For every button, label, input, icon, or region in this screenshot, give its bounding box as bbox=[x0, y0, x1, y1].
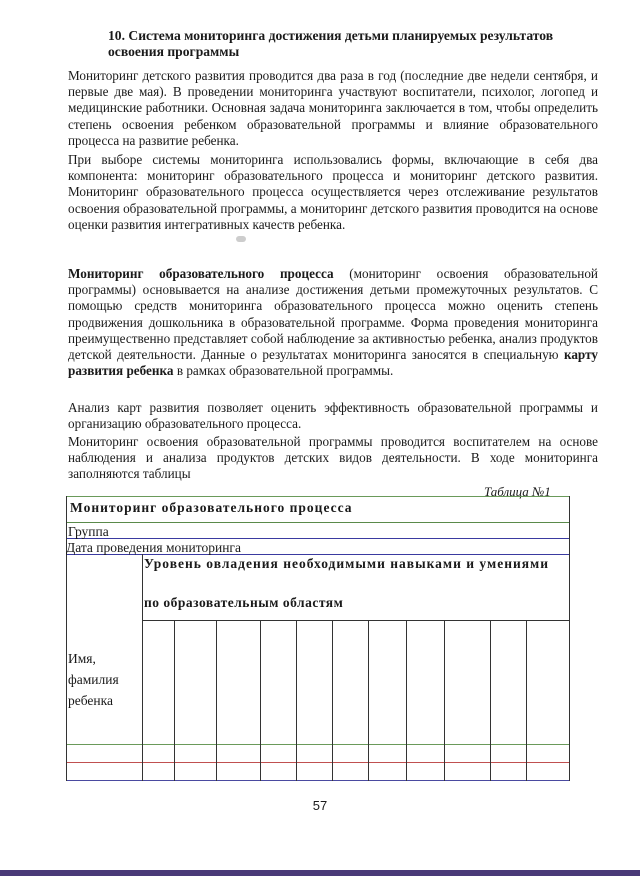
table-border-right bbox=[569, 496, 570, 781]
table-rule bbox=[66, 538, 570, 539]
paragraph-monitoring-schedule: Мониторинг детского развития проводится два раза в год (последние две недели сентября, и первые две мая). В проведении мониторинга участвуют воспитатели, психолог, логопед и медицинские работники. Основная задача мониторинга заключается в том, чтобы определить степень освоения ребенком образовательной программы и влияние образовательного процесса на развитие ребенка. bbox=[68, 68, 598, 148]
monitoring-table bbox=[66, 496, 570, 782]
section-heading: 10. Система мониторинга достижения детьми планируемых результатов освоения программы bbox=[108, 28, 554, 59]
table-border-left bbox=[66, 496, 67, 781]
table-column-divider bbox=[216, 620, 217, 781]
table-column-divider bbox=[260, 620, 261, 781]
table-rule bbox=[142, 620, 570, 621]
table-column-divider bbox=[332, 620, 333, 781]
table-rule bbox=[66, 522, 570, 523]
skill-level-header: Уровень овладения необходимыми навыками и умениями bbox=[144, 556, 550, 571]
table-border-top bbox=[66, 496, 570, 497]
paragraph-tables-intro: Мониторинг освоения образовательной программы проводится воспитателем на основе наблюдения и анализа продуктов детских видов деятельности. В ходе мониторинга заполняются таблицы bbox=[68, 434, 598, 482]
paragraph-text: (мониторинг освоения образовательной программы) основывается на анализе достижения детьми промежуточных результатов. С помощью средств мониторинга образовательного процесса можно оценить степень продвижения дошкольника в образовательной программе. Форма проведения мониторинга преимущественно представляет собой наблюдение за активностью ребенка, анализ продуктов детской деятельности. Данные о результатах мониторинга заносятся в специальную bbox=[68, 266, 598, 363]
paragraph-text-tail: в рамках образовательной программы. bbox=[173, 363, 394, 379]
child-name-header: Имя, фамилия ребенка bbox=[68, 651, 119, 708]
table-caption: Таблица №1 bbox=[484, 484, 551, 499]
table-column-divider bbox=[490, 620, 491, 781]
paragraph-card-analysis: Анализ карт развития позволяет оценить эффективность образовательной программы и организацию образовательного процесса. bbox=[68, 400, 598, 432]
group-label: Группа bbox=[68, 524, 109, 539]
scan-smudge bbox=[236, 236, 246, 242]
table-column-divider bbox=[526, 620, 527, 781]
scan-edge-bar bbox=[0, 870, 640, 876]
date-label: Дата проведения мониторинга bbox=[66, 540, 241, 555]
table-column-divider bbox=[368, 620, 369, 781]
page-number: 57 bbox=[312, 798, 328, 813]
table-column-divider bbox=[406, 620, 407, 781]
table-column-divider bbox=[142, 554, 143, 781]
bold-term-monitoring: Мониторинг образовательного процесса bbox=[68, 266, 334, 281]
paragraph-educational-process bbox=[68, 266, 598, 379]
educational-areas-header: по образовательным областям bbox=[144, 595, 344, 610]
table-column-divider bbox=[174, 620, 175, 781]
table-column-divider bbox=[444, 620, 445, 781]
table-column-divider bbox=[296, 620, 297, 781]
paragraph-monitoring-components: При выборе системы мониторинга использовались формы, включающие в себя два компонента: мониторинг образовательного процесса и мониторинг детского развития. Мониторинг образовательного процесса осуществляется через отслеживание результатов освоения образовательной программы, а мониторинг детского развития проводится на основе оценки развития интегративных качеств ребенка. bbox=[68, 152, 598, 232]
bold-term-development-card: карту развития ребенка bbox=[68, 347, 598, 379]
table-title: Мониторинг образовательного процесса bbox=[70, 500, 353, 515]
